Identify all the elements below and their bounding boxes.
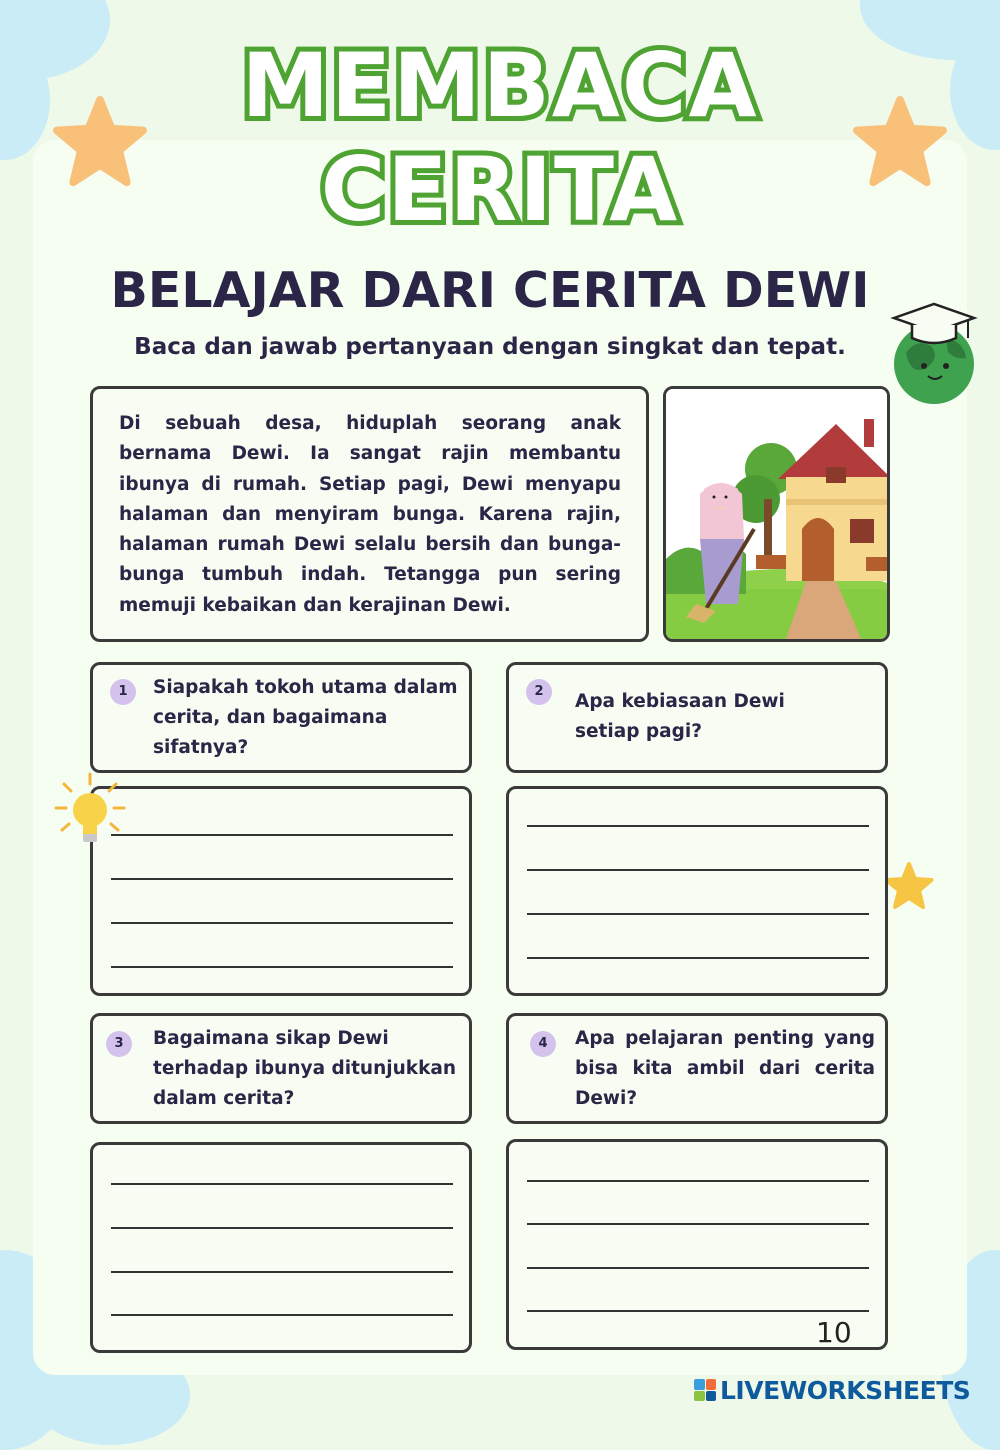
answer-box-1[interactable] <box>90 786 472 996</box>
answer-line <box>111 1183 453 1185</box>
title-line-1: MEMBACA <box>241 34 759 137</box>
answer-line <box>111 834 453 836</box>
answer-line <box>111 1314 453 1316</box>
answer-line <box>111 966 453 968</box>
answer-line <box>527 1310 869 1312</box>
page-number: 10 <box>816 1316 852 1349</box>
dewi-sweeping-illustration <box>666 389 887 639</box>
question-number-badge: 2 <box>526 679 552 705</box>
answer-line <box>111 1271 453 1273</box>
question-number-badge: 3 <box>106 1031 132 1057</box>
answer-line <box>527 1267 869 1269</box>
answer-line <box>527 869 869 871</box>
answer-line <box>527 1180 869 1182</box>
instruction-text: Baca dan jawab pertanyaan dengan singkat dan tepat. <box>134 334 846 360</box>
question-number-badge: 4 <box>530 1031 556 1057</box>
answer-line <box>527 825 869 827</box>
illustration-box <box>663 386 890 642</box>
story-text: Di sebuah desa, hiduplah seorang anak bernama Dewi. Ia sangat rajin membantu ibunya di rumah. Setiap pagi, Dewi menyapu halaman dan menyiram bunga. Karena rajin, halaman rumah Dewi selalu bersih dan bunga-bunga tumbuh indah. Tetangga pun sering memuji kebaikan dan kerajinan Dewi. <box>119 413 621 616</box>
answer-line <box>527 1223 869 1225</box>
answer-box-2[interactable] <box>506 786 888 996</box>
liveworksheets-brand[interactable] <box>694 1374 970 1406</box>
answer-line <box>527 913 869 915</box>
question-text: Bagaimana sikap Dewi terhadap ibunya ditunjukkan dalam cerita? <box>153 1028 457 1109</box>
story-box <box>90 386 649 642</box>
question-box-2 <box>506 662 888 773</box>
question-text: Apa kebiasaan Dewi setiap pagi? <box>575 691 785 742</box>
answer-line <box>111 922 453 924</box>
brand-name: LIVEWORKSHEETS <box>720 1375 971 1405</box>
star-icon <box>852 96 948 188</box>
question-box-3 <box>90 1013 472 1124</box>
star-icon <box>884 862 934 910</box>
answer-line <box>111 878 453 880</box>
question-box-1 <box>90 662 472 773</box>
answer-line <box>111 1227 453 1229</box>
question-text: Apa pelajaran penting yang bisa kita ambil dari cerita Dewi? <box>575 1028 875 1109</box>
question-text: Siapakah tokoh utama dalam cerita, dan bagaimana sifatnya? <box>153 677 458 758</box>
star-icon <box>52 96 148 188</box>
answer-line <box>527 957 869 959</box>
lightbulb-icon <box>54 770 126 852</box>
liveworksheets-logo-icon <box>694 1379 716 1401</box>
question-box-4 <box>506 1013 888 1124</box>
title-line-2: CERITA <box>320 138 680 241</box>
question-number-badge: 1 <box>110 679 136 705</box>
answer-box-3[interactable] <box>90 1142 472 1353</box>
globe-mascot-icon <box>886 298 982 408</box>
subtitle: BELAJAR DARI CERITA DEWI <box>110 262 870 319</box>
